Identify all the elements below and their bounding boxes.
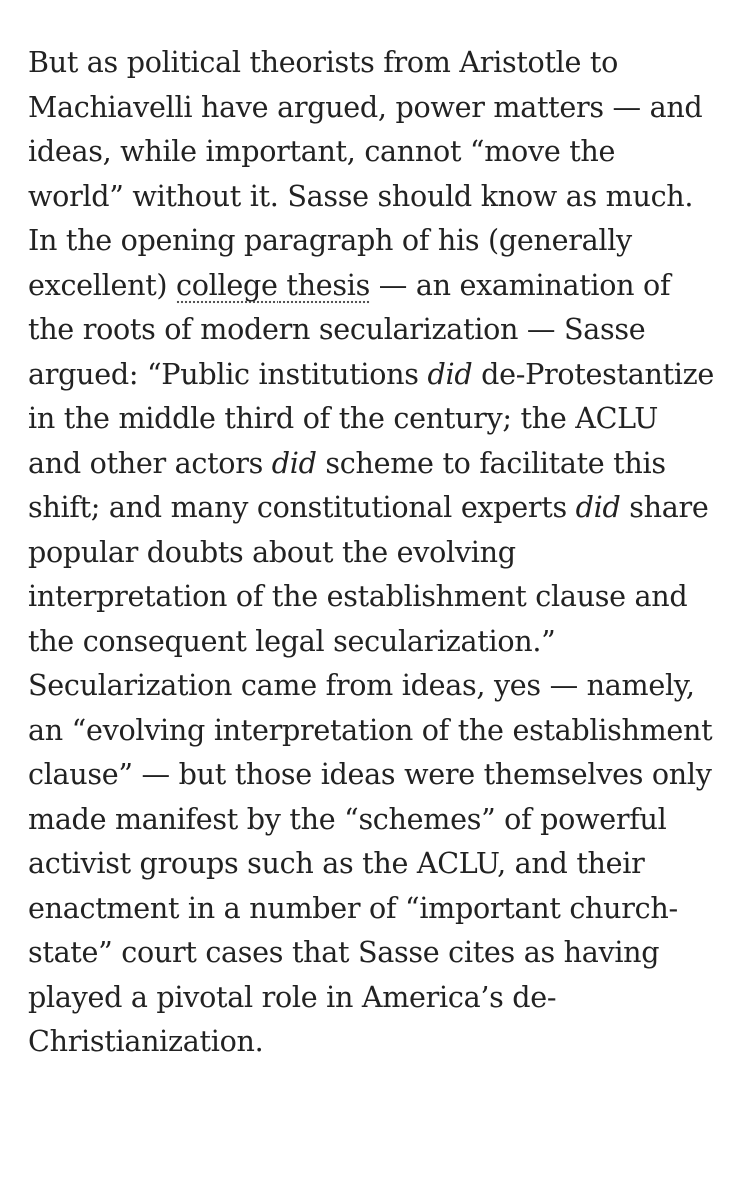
- text-line: in the middle third of the century; the ACLU: [28, 401, 659, 435]
- text-segment: scheme to facilitate this: [316, 445, 666, 480]
- text-line: In the opening paragraph of his (generally: [28, 223, 632, 257]
- text-line: interpretation of the establishment clause and: [28, 579, 688, 613]
- text-segment: de-Protestantize: [472, 356, 714, 391]
- text-line: But as political theorists from Aristotle to: [28, 45, 619, 79]
- text-line: clause” — but those ideas were themselves only: [28, 757, 712, 791]
- text-line: made manifest by the “schemes” of powerful: [28, 801, 667, 836]
- emphasis-did: did: [427, 356, 473, 391]
- text-line: activist groups such as the ACLU, and their: [28, 846, 645, 880]
- article-paragraph: [28, 40, 738, 1064]
- text-segment: share: [620, 490, 709, 524]
- text-line: [28, 352, 738, 397]
- text-segment: and other actors: [28, 445, 272, 480]
- text-line: an “evolving interpretation of the establishment: [28, 712, 713, 747]
- emphasis-did: did: [575, 490, 621, 524]
- text-line: [28, 441, 738, 486]
- text-line: popular doubts about the evolving: [28, 534, 516, 569]
- emphasis-did: did: [271, 445, 317, 480]
- text-line: Secularization came from ideas, yes — namely,: [28, 668, 695, 702]
- college-thesis-link[interactable]: thesis: [286, 267, 370, 302]
- text-line: [28, 485, 738, 530]
- text-segment: argued: “Public institutions: [28, 356, 428, 391]
- text-line: ideas, while important, cannot “move the: [28, 134, 616, 168]
- text-line: enactment in a number of “important church-: [28, 890, 678, 925]
- text-line: world” without it. Sasse should know as much.: [28, 178, 694, 213]
- text-line: Christianization.: [28, 1024, 264, 1058]
- text-line: played a pivotal role in America’s de-: [28, 979, 557, 1014]
- text-line: state” court cases that Sasse cites as having: [28, 935, 660, 969]
- text-line: the roots of modern secularization — Sasse: [28, 312, 646, 346]
- college-thesis-link[interactable]: college: [176, 267, 278, 302]
- text-segment: shift; and many constitutional experts: [28, 490, 576, 524]
- text-line: Machiavelli have argued, power matters — and: [28, 89, 703, 124]
- text-segment: — an examination of: [369, 267, 671, 302]
- text-segment: excellent): [28, 267, 177, 302]
- text-line: [28, 263, 738, 308]
- text-line: the consequent legal secularization.”: [28, 623, 556, 658]
